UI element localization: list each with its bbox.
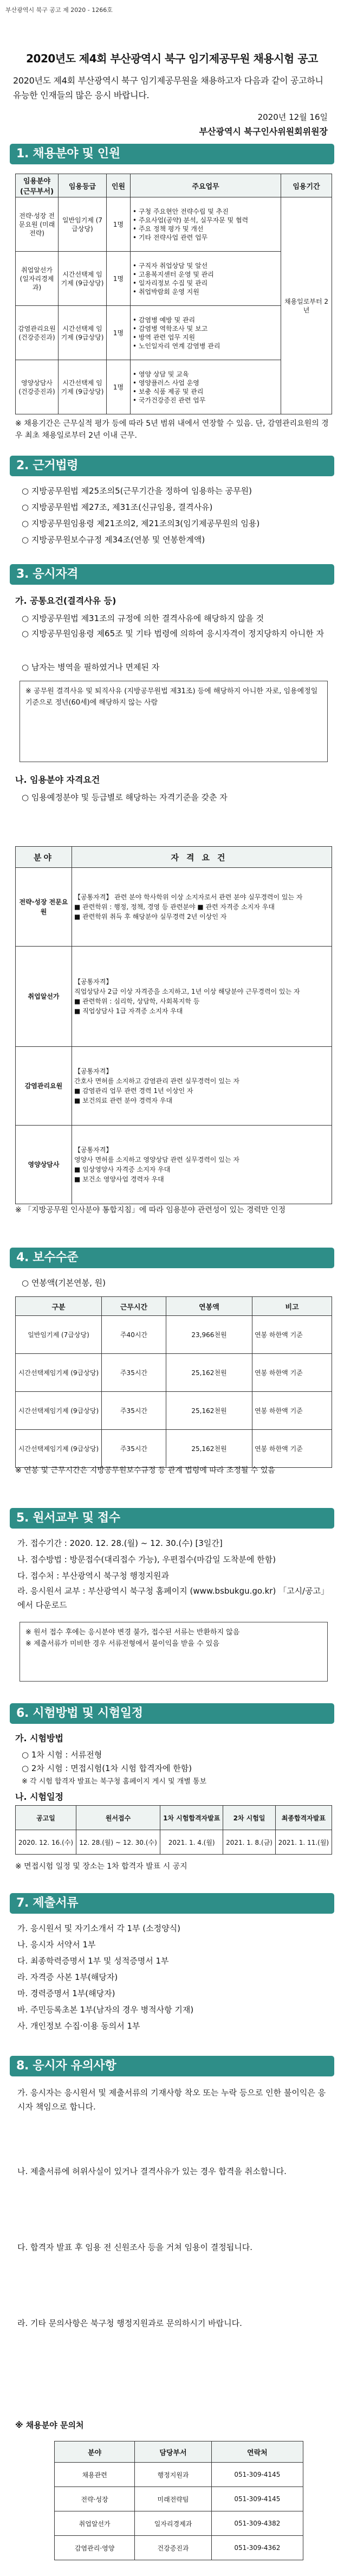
cell-hours: 주40시간 bbox=[102, 1316, 166, 1354]
table-header: 인원 bbox=[107, 174, 131, 197]
cell-note: 연봉 하한액 기준 bbox=[252, 1354, 332, 1392]
schedule-note: ※ 면접시험 일정 및 장소는 1차 합격자 발표 시 공지 bbox=[15, 1862, 187, 1871]
cell-grade: 일반임기제 (7급상당) bbox=[59, 197, 107, 252]
table-header: 연봉액 bbox=[166, 1297, 252, 1316]
schedule-cell: 2021. 1. 4.(월) bbox=[160, 1830, 223, 1855]
cell-amount: 25,162천원 bbox=[166, 1392, 252, 1430]
exam-method-item: ○ 2차 시험 : 면접시험(1차 시험 합격자에 한함) bbox=[22, 1763, 192, 1773]
table-header: 원서접수 bbox=[76, 1806, 160, 1830]
cell-amount: 25,162천원 bbox=[166, 1354, 252, 1392]
law-item: ○ 지방공무원법 제27조, 제31조(신규임용, 결격사유) bbox=[22, 502, 213, 512]
application-method: 나. 접수방법 : 방문접수(대리접수 가능), 우편접수(마감일 도착분에 한함) bbox=[17, 1555, 276, 1564]
notice-line: ※ 제출서류가 미비한 경우 서류전형에서 불이익을 받을 수 있음 bbox=[25, 1640, 219, 1648]
exam-method-title: 가. 시험방법 bbox=[15, 1733, 63, 1743]
table-header: 자격요건 bbox=[72, 847, 332, 868]
table-row bbox=[16, 868, 332, 947]
disqualification-box: ※ 공무원 결격사유 및 퇴직사유 (지방공무원법 제31조) 등에 해당하지 아니한 자로, 임용예정일 기준으로 정년(60세)에 해당하지 않는 사람 bbox=[20, 681, 328, 762]
table-row bbox=[55, 2511, 303, 2536]
cell-amount: 23,966천원 bbox=[166, 1316, 252, 1354]
table-header: 분야 bbox=[55, 2441, 135, 2463]
table-row bbox=[55, 2463, 303, 2487]
section-label: 1. 채용분야 및 인원 bbox=[16, 147, 120, 161]
table-header: 임용등급 bbox=[59, 174, 107, 197]
contact-cell: 051-309-4382 bbox=[211, 2511, 303, 2536]
application-form: 라. 응시원서 교부 : 부산광역시 북구청 홈페이지 (www.bsbukgu.go.kr) 「고시/공고」에서 다운로드 bbox=[17, 1586, 325, 1610]
table-header: 2차 시험일 bbox=[223, 1806, 275, 1830]
contact-cell: 전략·성장 bbox=[55, 2487, 135, 2511]
table-header: 분야 bbox=[16, 847, 72, 868]
notice-line: ※ 원서 접수 후에는 응시분야 변경 불가, 접수된 서류는 반환하지 않음 bbox=[25, 1628, 240, 1637]
cell-grade: 시간선택제 임기제 (9급상당) bbox=[59, 306, 107, 360]
contact-cell: 취업알선가 bbox=[55, 2511, 135, 2536]
cell-hours: 주35시간 bbox=[102, 1392, 166, 1430]
contact-cell: 051-309-4145 bbox=[211, 2463, 303, 2487]
contact-cell: 건강증진과 bbox=[135, 2536, 211, 2560]
section-header-1 bbox=[10, 144, 334, 164]
table-header: 비고 bbox=[252, 1297, 332, 1316]
cell-duties: • 구청 주요현안 전략수립 및 추진 • 주요사업(공약) 분석, 실무자문 및 협력 • 주요 정책 평가 및 개선 • 기타 전략사업 관련 업무 bbox=[131, 197, 281, 252]
caution-item: 가. 응시자는 응시원서 및 제출서류의 기재사항 착오 또는 누락 등으로 인한 불이익은 응시자 책임으로 합니다. bbox=[17, 2088, 326, 2112]
table-header: 임용분야 (근무부서) bbox=[16, 174, 59, 197]
section-label: 8. 응시자 유의사항 bbox=[16, 2059, 116, 2073]
table-header: 구분 bbox=[16, 1297, 102, 1316]
document-item: 가. 응시원서 및 자기소개서 각 1부 (소정양식) bbox=[17, 1923, 180, 1933]
section-label: 7. 제출서류 bbox=[16, 1896, 79, 1910]
table-header: 임용기간 bbox=[281, 174, 332, 197]
document-item: 바. 주민등록초본 1부(남자의 경우 병적사항 기재) bbox=[17, 2005, 194, 2015]
table-row bbox=[16, 1830, 332, 1855]
document-item: 사. 개인정보 수집·이용 동의서 1부 bbox=[17, 2021, 140, 2031]
intro-text: 2020년도 제4회 부산광역시 북구 임기제공무원을 채용하고자 다음과 같이 공고하니 유능한 인재들의 많은 응시 바랍니다. bbox=[13, 75, 323, 100]
cell-count: 1명 bbox=[107, 360, 131, 414]
table-header: 연락처 bbox=[211, 2441, 303, 2463]
contact-cell: 051-309-4145 bbox=[211, 2487, 303, 2511]
section-label: 2. 근거법령 bbox=[16, 459, 79, 472]
page-title: 2020년도 제4회 부산광역시 북구 임기제공무원 채용시험 공고 bbox=[26, 52, 318, 65]
section-header-7 bbox=[10, 1893, 334, 1914]
table-row bbox=[16, 1126, 332, 1204]
schedule-cell: 2020. 12. 16.(수) bbox=[16, 1830, 76, 1855]
cell-hours: 주35시간 bbox=[102, 1430, 166, 1468]
application-address: 다. 접수처 : 부산광역시 북구청 행정지원과 bbox=[17, 1571, 169, 1581]
table-header: 담당부서 bbox=[135, 2441, 211, 2463]
exam-method-item: ○ 1차 시험 : 서류전형 bbox=[22, 1750, 102, 1760]
cell-note: 연봉 하한액 기준 bbox=[252, 1430, 332, 1468]
section-header-4 bbox=[10, 1248, 334, 1268]
schedule-cell: 2021. 1. 11.(월) bbox=[275, 1830, 332, 1855]
table-row bbox=[16, 197, 332, 252]
cell-note: 연봉 하한액 기준 bbox=[252, 1392, 332, 1430]
cell-field: 취업알선가 (일자리경제과) bbox=[16, 252, 59, 306]
contact-cell: 051-309-4362 bbox=[211, 2536, 303, 2560]
application-period: 가. 접수기간 : 2020. 12. 28.(월) ~ 12. 30.(수) [3일간] bbox=[17, 1538, 223, 1548]
law-item: ○ 지방공무원보수규정 제34조(연봉 및 연봉한계액) bbox=[22, 535, 205, 545]
document-item: 다. 최종학력증명서 1부 및 성적증명서 1부 bbox=[17, 1956, 169, 1966]
table-header: 공고일 bbox=[16, 1806, 76, 1830]
cell-qualification: 【공통자격】 직업상담사 2급 이상 자격증을 소지하고, 1년 이상 해당분야 근무경력이 있는 자 ■ 관련학위 : 심리학, 상담학, 사회복지학 등 ■ 직업상담사 1급 자격증 소지자 우대 bbox=[72, 947, 332, 1047]
eligibility-text: 지방공무원법 제31조의 규정에 의한 결격사유에 해당하지 않을 것 bbox=[31, 613, 264, 623]
contact-cell: 미래전략팀 bbox=[135, 2487, 211, 2511]
cell-duties: • 영양 상담 및 교육 • 영양플러스 사업 운영 • 보충 식품 제공 및 관리 • 국가건강증진 관련 업무 bbox=[131, 360, 281, 414]
eligibility-text: 지방공무원임용령 제65조 및 기타 법령에 의하여 응시자격이 정지당하지 아니한 자 bbox=[31, 629, 324, 638]
eligibility-item: ○ 지방공무원법 제31조의 규정에 의한 결격사유에 해당하지 않을 것 bbox=[22, 613, 264, 623]
jobs-table bbox=[15, 174, 332, 414]
table-row bbox=[16, 1392, 332, 1430]
eligibility-text: 남자는 병역을 필하였거나 면제된 자 bbox=[31, 662, 160, 672]
caution-item: 라. 기타 문의사항은 북구청 행정지원과로 문의하시기 바랍니다. bbox=[17, 2318, 242, 2328]
cell-qualification: 【공통자격】 관련 분야 학사학위 이상 소지자로서 관련 분야 실무경력이 있는 자 ■ 관련학위 : 행정, 정책, 경영 등 관련분야 ■ 관련 자격증 소지자 우대 ■ 관련학위 취득 후 해당분야 실무경력 2년 이상인 자 bbox=[72, 868, 332, 947]
table-header: 근무시간 bbox=[102, 1297, 166, 1316]
contact-cell: 감염관리·영양 bbox=[55, 2536, 135, 2560]
section-header-8 bbox=[10, 2056, 334, 2076]
cell-field: 영양상담사 (건강증진과) bbox=[16, 360, 59, 414]
cell-qualification: 【공통자격】 영양사 면허를 소지하고 영양상담 관련 실무경력이 있는 자 ■ 임상영양사 자격증 소지자 우대 ■ 보건소 영양사업 경력자 우대 bbox=[72, 1126, 332, 1204]
section-header-3 bbox=[10, 564, 334, 585]
section-label: 5. 원서교부 및 접수 bbox=[16, 1511, 120, 1525]
jobs-note: ※ 채용기간은 근무실적 평가 등에 따라 5년 범위 내에서 연장할 수 있음. 단, 감염관리요원의 경우 최초 채용일로부터 2년 이내 근무. bbox=[15, 419, 329, 440]
qualification-table bbox=[15, 846, 332, 1204]
table-row bbox=[16, 947, 332, 1047]
table-row bbox=[55, 2536, 303, 2560]
law-text: 지방공무원법 제27조, 제31조(신규임용, 결격사유) bbox=[31, 502, 213, 512]
schedule-table bbox=[15, 1805, 332, 1855]
eligibility-item: ○ 남자는 병역을 필하였거나 면제된 자 bbox=[22, 662, 160, 672]
cell-kind: 시간선택제임기제 (9급상당) bbox=[16, 1430, 102, 1468]
contact-cell: 채용관련 bbox=[55, 2463, 135, 2487]
contact-title: ※ 채용분야 문의처 bbox=[15, 2420, 84, 2430]
table-row bbox=[16, 1047, 332, 1126]
eligibility-footnote: ※ 「지방공무원 인사분야 통합지침」에 따라 임용분야 관련성이 있는 경력만 인정 bbox=[15, 1206, 286, 1215]
cell-hours: 주35시간 bbox=[102, 1354, 166, 1392]
contact-table bbox=[54, 2441, 303, 2560]
application-notice-box bbox=[20, 1622, 328, 1682]
table-header: 최종합격자발표 bbox=[275, 1806, 332, 1830]
cell-grade: 시간선택제 임기제 (9급상당) bbox=[59, 360, 107, 414]
contact-cell: 일자리경제과 bbox=[135, 2511, 211, 2536]
table-header: 1차 시험합격자발표 bbox=[160, 1806, 223, 1830]
pay-title: ○ 연봉액(기본연봉, 원) bbox=[22, 1278, 106, 1288]
schedule-title: 나. 시험일정 bbox=[15, 1792, 63, 1802]
special-requirements-title: 나. 임용분야 자격요건 bbox=[15, 775, 100, 785]
notice-number: 부산광역시 북구 공고 제 2020 - 1266호 bbox=[5, 7, 113, 14]
cell-kind: 일반임기제 (7급상당) bbox=[16, 1316, 102, 1354]
pay-table bbox=[15, 1296, 332, 1468]
common-requirements-title: 가. 공통요건(결격사유 등) bbox=[15, 596, 116, 606]
section-header-6 bbox=[10, 1703, 334, 1724]
cell-qualification: 【공통자격】 간호사 면허를 소지하고 감염관리 관련 실무경력이 있는 자 ■ 감염관리 업무 관련 경력 1년 이상인 자 ■ 보건의료 관련 분야 경력자 우대 bbox=[72, 1047, 332, 1126]
document-item: 나. 응시자 서약서 1부 bbox=[17, 1940, 96, 1949]
schedule-cell: 12. 28.(월) ~ 12. 30.(수) bbox=[76, 1830, 160, 1855]
table-row bbox=[16, 1430, 332, 1468]
special-intro: ○ 임용예정분야 및 등급별로 해당하는 자격기준을 갖춘 자 bbox=[22, 792, 228, 802]
section-label: 3. 응시자격 bbox=[16, 567, 79, 581]
cell-duties: • 구직자 취업상담 및 알선 • 고용복지센터 운영 및 관리 • 일자리정보 수집 및 관리 • 취업박람회 운영 지원 bbox=[131, 252, 281, 306]
notice-date: 2020년 12월 16일 bbox=[257, 112, 328, 122]
eligibility-item: ○ 지방공무원임용령 제65조 및 기타 법령에 의하여 응시자격이 정지당하지 아니한 자 bbox=[22, 629, 324, 638]
cell-grade: 시간선택제 임기제 (9급상당) bbox=[59, 252, 107, 306]
cell-duties: • 감염병 예방 및 관리 • 감염병 역학조사 및 보고 • 방역 관련 업무 지원 • 노인일자리 연계 감염병 관리 bbox=[131, 306, 281, 360]
pay-note: ※ 연봉 및 근무시간은 지방공무원보수규정 등 관계 법령에 따라 조정될 수 있음 bbox=[15, 1466, 275, 1475]
table-row bbox=[55, 2487, 303, 2511]
pay-title-text: 연봉액(기본연봉, 원) bbox=[31, 1278, 106, 1288]
cell-field: 전략·성장 전문요원 bbox=[16, 868, 72, 947]
law-item: ○ 지방공무원법 제25조의5(근무기간을 정하여 임용하는 공무원) bbox=[22, 486, 252, 496]
schedule-cell: 2021. 1. 8.(금) bbox=[223, 1830, 275, 1855]
cell-field: 전략·성장 전문요원 (미래전략) bbox=[16, 197, 59, 252]
table-header: 주요업무 bbox=[131, 174, 281, 197]
cell-count: 1명 bbox=[107, 306, 131, 360]
cell-kind: 시간선택제임기제 (9급상당) bbox=[16, 1392, 102, 1430]
cell-field: 감염관리요원 bbox=[16, 1047, 72, 1126]
law-text: 지방공무원임용령 제21조의2, 제21조의3(임기제공무원의 임용) bbox=[31, 519, 260, 528]
section-header-2 bbox=[10, 456, 334, 476]
law-item: ○ 지방공무원임용령 제21조의2, 제21조의3(임기제공무원의 임용) bbox=[22, 519, 260, 528]
cell-field: 취업알선가 bbox=[16, 947, 72, 1047]
cell-kind: 시간선택제임기제 (9급상당) bbox=[16, 1354, 102, 1392]
cell-count: 1명 bbox=[107, 197, 131, 252]
contact-cell: 행정지원과 bbox=[135, 2463, 211, 2487]
cell-count: 1명 bbox=[107, 252, 131, 306]
cell-amount: 25,162천원 bbox=[166, 1430, 252, 1468]
law-text: 지방공무원보수규정 제34조(연봉 및 연봉한계액) bbox=[31, 535, 205, 545]
law-text: 지방공무원법 제25조의5(근무기간을 정하여 임용하는 공무원) bbox=[31, 486, 252, 496]
table-row bbox=[16, 1354, 332, 1392]
cell-field: 감염관리요원 (건강증진과) bbox=[16, 306, 59, 360]
issuing-org: 부산광역시 북구인사위원회위원장 bbox=[199, 126, 328, 137]
cell-note: 연봉 하한액 기준 bbox=[252, 1316, 332, 1354]
document-item: 마. 경력증명서 1부(해당자) bbox=[17, 1989, 115, 1998]
table-row bbox=[16, 1316, 332, 1354]
section-label: 4. 보수수준 bbox=[16, 1251, 79, 1264]
cell-field: 영양상담사 bbox=[16, 1126, 72, 1204]
caution-item: 다. 합격자 발표 후 임용 전 신원조사 등을 거쳐 임용이 결정됩니다. bbox=[17, 2242, 252, 2252]
section-header-5 bbox=[10, 1508, 334, 1529]
document-item: 라. 자격증 사본 1부(해당자) bbox=[17, 1972, 118, 1982]
exam-method-item: ※ 각 시험 합격자 발표는 북구청 홈페이지 게시 및 개별 통보 bbox=[22, 1778, 207, 1786]
section-label: 6. 시험방법 및 시험일정 bbox=[16, 1706, 143, 1720]
cell-term: 채용일로부터 2년 bbox=[281, 197, 332, 414]
caution-item: 나. 제출서류에 허위사실이 있거나 결격사유가 있는 경우 합격을 취소합니다. bbox=[17, 2166, 287, 2176]
